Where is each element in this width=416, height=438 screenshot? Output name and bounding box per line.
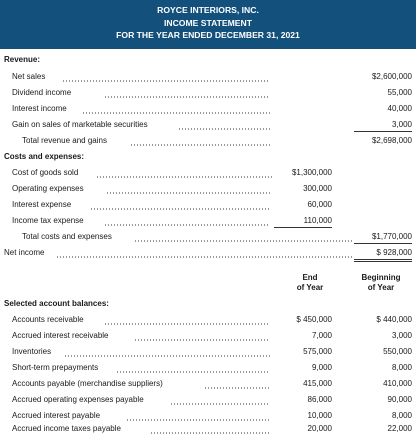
end-value: 20,000 bbox=[307, 424, 332, 433]
row-label: Accrued income taxes payable bbox=[12, 424, 121, 433]
balance-row bbox=[0, 423, 416, 435]
revenue-row bbox=[0, 119, 416, 131]
balance-row bbox=[0, 314, 416, 326]
company-name: ROYCE INTERIORS, INC. bbox=[157, 5, 259, 15]
end-value: 9,000 bbox=[311, 363, 332, 372]
row-amount: $1,770,000 bbox=[354, 231, 412, 244]
balance-row bbox=[0, 394, 416, 406]
begin-value: $ 440,000 bbox=[376, 315, 412, 324]
row-label: Accrued operating expenses payable bbox=[12, 395, 144, 404]
end-of-year-header bbox=[275, 273, 345, 292]
net-income-row bbox=[0, 247, 416, 259]
row-label: Accrued interest payable bbox=[12, 411, 101, 420]
statement-header bbox=[0, 0, 416, 49]
row-amount: 55,000 bbox=[387, 88, 412, 97]
leader-dots bbox=[116, 362, 270, 374]
end-value: 10,000 bbox=[307, 411, 332, 420]
row-label: Accounts payable (merchandise suppliers) bbox=[12, 379, 163, 388]
begin-value: 8,000 bbox=[391, 363, 412, 372]
leader-dots bbox=[104, 87, 270, 99]
end-value: $ 450,000 bbox=[296, 315, 332, 324]
row-label: Accrued interest receivable bbox=[12, 331, 109, 340]
row-label: Income tax expense bbox=[12, 216, 84, 225]
end-value: 7,000 bbox=[311, 331, 332, 340]
row-label: Net sales bbox=[12, 72, 46, 81]
header-line: End bbox=[302, 273, 318, 282]
leader-dots bbox=[178, 119, 270, 131]
row-label: Gain on sales of marketable securities bbox=[12, 120, 148, 129]
leader-dots bbox=[90, 199, 270, 211]
row-label: Interest expense bbox=[12, 200, 72, 209]
leader-dots bbox=[82, 103, 270, 115]
row-label: Net income bbox=[4, 248, 45, 257]
expenses-total-row bbox=[0, 231, 416, 243]
row-amount: $1,300,000 bbox=[291, 168, 332, 177]
leader-dots bbox=[170, 394, 270, 406]
begin-value: 90,000 bbox=[387, 395, 412, 404]
row-amount: 60,000 bbox=[307, 200, 332, 209]
leader-dots bbox=[64, 346, 270, 358]
row-label: Operating expenses bbox=[12, 184, 84, 193]
begin-value: 22,000 bbox=[387, 424, 412, 433]
leader-dots bbox=[204, 378, 270, 390]
balance-row bbox=[0, 362, 416, 374]
end-value: 575,000 bbox=[303, 347, 332, 356]
revenue-row bbox=[0, 87, 416, 99]
revenue-row bbox=[0, 71, 416, 83]
balance-row bbox=[0, 330, 416, 342]
statement-title: INCOME STATEMENT bbox=[163, 17, 252, 28]
balance-row bbox=[0, 410, 416, 422]
begin-value: 550,000 bbox=[383, 347, 412, 356]
expenses-heading: Costs and expenses: bbox=[4, 152, 85, 161]
expense-row bbox=[0, 183, 416, 195]
leader-dots bbox=[106, 183, 270, 195]
end-value: 86,000 bbox=[307, 395, 332, 404]
leader-dots bbox=[134, 231, 352, 243]
leader-dots bbox=[134, 330, 270, 342]
row-amount: 300,000 bbox=[303, 184, 332, 193]
leader-dots bbox=[56, 247, 352, 259]
begin-value: 410,000 bbox=[383, 379, 412, 388]
leader-dots bbox=[96, 167, 272, 179]
row-label: Short-term prepayments bbox=[12, 363, 99, 372]
header-line: of Year bbox=[296, 282, 324, 292]
row-label: Total costs and expenses bbox=[22, 232, 112, 241]
balance-row bbox=[0, 378, 416, 390]
expense-row bbox=[0, 215, 416, 227]
row-amount: 3,000 bbox=[354, 119, 412, 132]
leader-dots bbox=[130, 135, 270, 147]
row-amount: $2,698,000 bbox=[371, 136, 412, 145]
row-amount: 40,000 bbox=[387, 104, 412, 113]
row-label: Total revenue and gains bbox=[22, 136, 107, 145]
revenue-heading: Revenue: bbox=[4, 55, 41, 64]
beginning-of-year-header bbox=[346, 273, 416, 292]
leader-dots bbox=[62, 71, 270, 83]
leader-dots bbox=[126, 410, 270, 422]
expense-row bbox=[0, 167, 416, 179]
begin-value: 8,000 bbox=[391, 411, 412, 420]
begin-value: 3,000 bbox=[391, 331, 412, 340]
header-line: Beginning bbox=[361, 273, 401, 282]
row-label: Interest income bbox=[12, 104, 67, 113]
row-amount: $ 928,000 bbox=[354, 247, 412, 262]
revenue-total-row bbox=[0, 135, 416, 147]
balances-heading: Selected account balances: bbox=[4, 299, 109, 308]
row-label: Dividend income bbox=[12, 88, 72, 97]
row-label: Accounts receivable bbox=[12, 315, 84, 324]
row-amount: 110,000 bbox=[274, 215, 332, 228]
revenue-row bbox=[0, 103, 416, 115]
expense-row bbox=[0, 199, 416, 211]
statement-period: FOR THE YEAR ENDED DECEMBER 31, 2021 bbox=[116, 30, 300, 40]
leader-dots bbox=[150, 423, 270, 435]
header-line: of Year bbox=[367, 282, 395, 292]
leader-dots bbox=[104, 215, 270, 227]
row-label: Cost of goods sold bbox=[12, 168, 79, 177]
row-label: Inventories bbox=[12, 347, 52, 356]
row-amount: $2,600,000 bbox=[371, 72, 412, 81]
end-value: 415,000 bbox=[303, 379, 332, 388]
balance-row bbox=[0, 346, 416, 358]
leader-dots bbox=[104, 314, 270, 326]
